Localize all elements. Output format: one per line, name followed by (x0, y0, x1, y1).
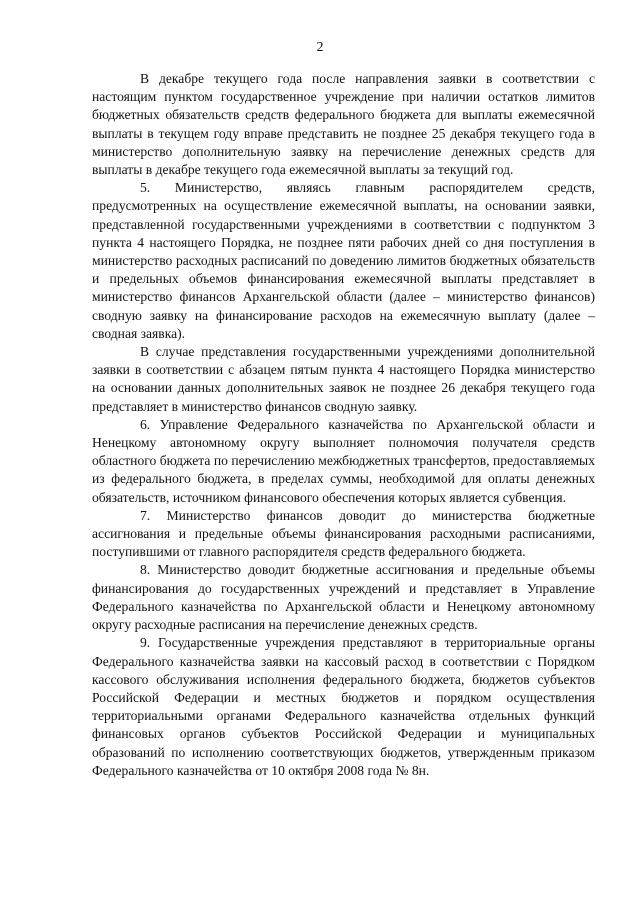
paragraph: 8. Министерство доводит бюджетные ассигнования и предельные объемы финансирования до государственных учреждений и представляет в Управление Федерального казначейства по Архангельской области и Ненецкому автономному округу расходные расписания на перечисление денежных средств. (92, 562, 595, 633)
paragraph: В случае представления государственными учреждениями дополнительной заявки в соответствии с абзацем пятым пункта 4 настоящего Порядка министерство на основании данных дополнительных заявок не позднее 26 декабря текущего года представляет в министерство финансов сводную заявку. (92, 344, 595, 414)
page-number: 2 (316, 40, 324, 55)
paragraph: В декабре текущего года после направления заявки в соответствии с настоящим пунктом государственное учреждение при наличии остатков лимитов бюджетных обязательств средств федерального бюджета для выплаты ежемесячной выплаты в текущем году вправе представить не позднее 25 декабря текущего года в министерство дополнительную заявку на перечисление денежных средств для выплаты в декабре текущего года ежемесячной выплаты за текущий год. (92, 71, 595, 178)
paragraph: 9. Государственные учреждения представляют в территориальные органы Федерального казначейства заявки на кассовый расход в соответствии с Порядком кассового обслуживания исполнения федерального бюджета, бюджетов субъектов Российской Федерации и местных бюджетов и порядком осуществления территориальными органами Федерального казначейства отдельных функций финансовых органов субъектов Российской Федерации и муниципальных образований по исполнению соответствующих бюджетов, утвержденным приказом Федерального казначейства от 10 октября 2008 года № 8н. (92, 635, 595, 778)
paragraph: 7. Министерство финансов доводит до министерства бюджетные ассигнования и предельные объемы финансирования расходными расписаниями, поступившими от главного распорядителя средств федерального бюджета. (92, 507, 595, 560)
paragraph: 6. Управление Федерального казначейства по Архангельской области и Ненецкому автономному округу выполняет полномочия получателя средств областного бюджета по перечислению межбюджетных трансфертов, предоставляемых из федерального бюджета, в пределах суммы, необходимой для оплаты денежных обязательств, источником финансового обеспечения которых является субвенция. (92, 416, 595, 505)
paragraph: 5. Министерство, являясь главным распорядителем средств, предусмотренных на осуществление ежемесячной выплаты, на основании заявки, представленной государственными учреждениями в соответствии с подпунктом 3 пункта 4 настоящего Порядка, не позднее пяти рабочих дней со дня поступления в министерство расходных расписаний по доведению лимитов бюджетных обязательств и предельных объемов финансирования ежемесячной выплаты представляет в министерство финансов Архангельской области (далее – министерство финансов) сводную заявку на финансирование расходов на ежемесячную выплату (далее – сводная заявка). (92, 180, 595, 341)
document-body (92, 70, 595, 780)
